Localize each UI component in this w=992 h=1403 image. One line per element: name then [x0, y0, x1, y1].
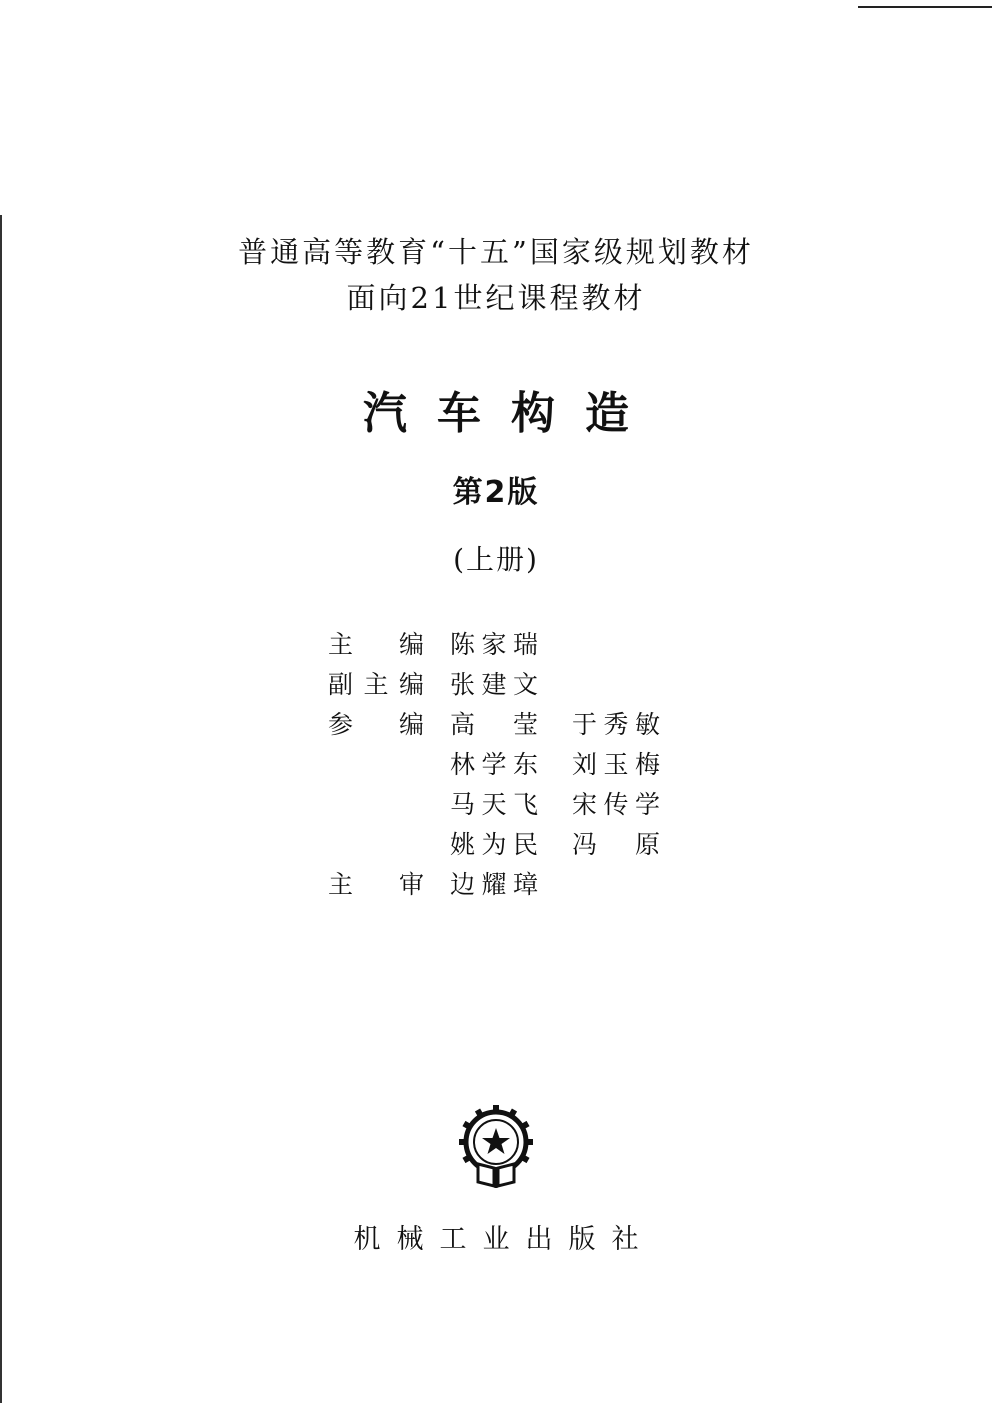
- book-title: 汽车构造: [363, 388, 659, 439]
- publisher-emblem-icon: [458, 1104, 534, 1190]
- credit-name: [450, 872, 538, 897]
- credit-char: 编: [398, 670, 424, 699]
- credit-char: 刘: [572, 750, 598, 779]
- credit-char: 主: [328, 870, 354, 899]
- credit-row-chief-editor: [0, 632, 992, 672]
- credit-char: 梅: [634, 750, 660, 779]
- credit-char: 敏: [634, 710, 660, 739]
- credit-char: 主: [363, 670, 389, 699]
- credit-row-deputy-editor: [0, 672, 992, 712]
- credit-char: 天: [481, 790, 507, 819]
- credit-name: [450, 832, 538, 857]
- credit-char: 民: [512, 830, 538, 859]
- credit-name: [450, 672, 538, 697]
- credit-char: 传: [603, 790, 629, 819]
- credit-char: 陈: [450, 630, 476, 659]
- credit-char: 副: [328, 670, 354, 699]
- credit-char: 秀: [603, 710, 629, 739]
- credit-char: 建: [481, 670, 507, 699]
- credit-char: 编: [398, 710, 424, 739]
- credit-row-reviewer: [0, 872, 992, 912]
- credit-name: [450, 712, 538, 737]
- credit-char: 玉: [603, 750, 629, 779]
- credit-char: 主: [328, 630, 354, 659]
- credit-char: 边: [450, 870, 476, 899]
- series-title-line-2: 面向21世纪课程教材: [346, 281, 646, 315]
- credit-name: [450, 792, 538, 817]
- credit-char: 冯: [572, 830, 598, 859]
- credit-role: [328, 632, 424, 657]
- credit-char: 耀: [481, 870, 507, 899]
- credit-name: [572, 752, 660, 777]
- credit-char: 于: [572, 710, 598, 739]
- credit-char: 宋: [572, 790, 598, 819]
- scan-edge-line-top: [858, 6, 992, 8]
- credit-char: 为: [481, 830, 507, 859]
- credit-char: 莹: [512, 710, 538, 739]
- credit-char: 参: [328, 710, 354, 739]
- publisher-name: 机械工业出版社: [353, 1224, 655, 1255]
- credit-role: [328, 872, 424, 897]
- credit-char: 学: [634, 790, 660, 819]
- credit-row-contributors-3: [0, 792, 992, 832]
- credit-char: 飞: [512, 790, 538, 819]
- credit-name: [572, 792, 660, 817]
- series-title-line-1: 普通高等教育“十五”国家级规划教材: [238, 235, 754, 269]
- credit-char: 学: [481, 750, 507, 779]
- credit-char: 家: [481, 630, 507, 659]
- edition-label: 第2版: [452, 475, 540, 510]
- credit-char: 姚: [450, 830, 476, 859]
- credit-char: 东: [512, 750, 538, 779]
- credit-row-contributors-4: [0, 832, 992, 872]
- credit-row-contributors: [0, 712, 992, 752]
- credit-char: 瑞: [512, 630, 538, 659]
- credit-char: 原: [634, 830, 660, 859]
- credit-char: 璋: [512, 870, 538, 899]
- credit-name: [450, 632, 538, 657]
- credit-char: 文: [512, 670, 538, 699]
- credit-role: [328, 712, 424, 737]
- credit-name: [572, 712, 660, 737]
- credit-char: 张: [450, 670, 476, 699]
- credit-char: 高: [450, 710, 476, 739]
- credit-row-contributors-2: [0, 752, 992, 792]
- credit-char: 林: [450, 750, 476, 779]
- credit-char: 审: [398, 870, 424, 899]
- credit-char: 编: [398, 630, 424, 659]
- credit-char: 马: [450, 790, 476, 819]
- credit-name: [572, 832, 660, 857]
- credit-role: [328, 672, 424, 697]
- volume-label: (上册): [453, 543, 539, 576]
- credit-name: [450, 752, 538, 777]
